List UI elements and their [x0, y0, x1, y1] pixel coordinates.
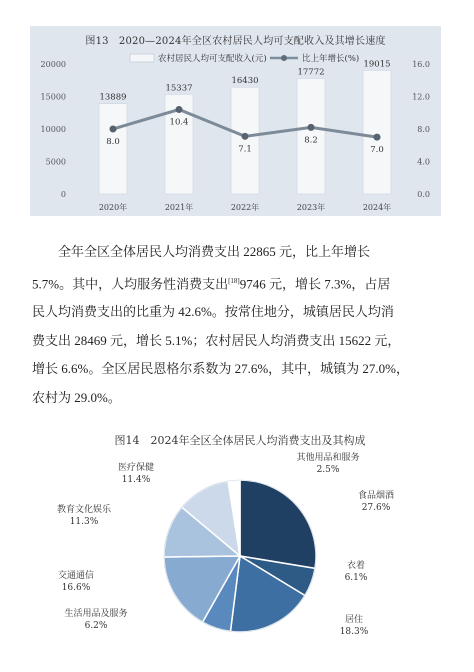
pie-label-name: 衣着	[346, 561, 365, 571]
growth-label: 8.2	[304, 135, 318, 146]
para-line: 全年全区全体居民人均消费支出 22865 元，比上年增长	[58, 244, 371, 259]
growth-point	[374, 134, 381, 141]
pie-label-value: 27.6%	[361, 503, 391, 513]
pie-slice	[240, 480, 316, 568]
pie-label	[34, 504, 134, 528]
growth-label: 10.4	[169, 117, 189, 128]
pie-label-name: 食品烟酒	[357, 491, 394, 501]
pie-label-name: 医疗保健	[117, 463, 154, 473]
para-line: 民人均消费支出的比重为 42.6%。按常住地分，城镇居民人均消	[32, 304, 394, 320]
left-axis-tick: 10000	[40, 125, 66, 134]
income-chart	[30, 26, 441, 216]
left-axis-tick: 15000	[40, 92, 66, 102]
pie-label	[326, 490, 426, 514]
income-bar	[231, 87, 259, 194]
left-axis-tick: 0	[60, 190, 66, 199]
category-label: 2021年	[164, 203, 194, 212]
right-axis-tick: 12.0	[412, 92, 430, 102]
pie-label-value: 6.1%	[344, 573, 368, 583]
para-line: 农村为 29.0%。	[32, 389, 121, 405]
footnote-mark[interactable]: [18]	[228, 276, 240, 285]
income-bar	[363, 70, 391, 194]
right-axis-tick: 16.0	[412, 60, 430, 69]
growth-label: 7.0	[370, 145, 384, 156]
income-bar-label: 13889	[99, 92, 127, 103]
right-axis-tick: 4.0	[417, 157, 430, 167]
right-axis-tick: 0.0	[417, 190, 430, 199]
pie-label-name: 交通通信	[57, 571, 94, 581]
income-bar-label: 16430	[231, 76, 259, 87]
income-bar	[99, 104, 127, 194]
pie-chart-title: 图14 2024年全区全体居民人均消费支出及其构成	[114, 434, 366, 447]
pie-label-name: 生活用品及服务	[64, 609, 128, 619]
pie-label-value: 16.6%	[61, 583, 91, 593]
para-line: 增长 6.6%。全区居民恩格尔系数为 27.6%，其中，城镇为 27.0%，	[32, 361, 409, 377]
pie-label	[86, 462, 186, 486]
legend-bar-swatch	[130, 54, 154, 62]
pie-label	[304, 614, 404, 638]
left-axis-tick: 20000	[40, 60, 66, 69]
legend-line-marker	[281, 55, 287, 61]
growth-label: 8.0	[106, 137, 120, 147]
pie-label-value: 18.3%	[339, 627, 369, 637]
pie-label-value: 11.4%	[121, 475, 151, 485]
pie-label	[26, 570, 126, 594]
left-axis-tick: 5000	[45, 157, 66, 167]
growth-label: 7.1	[238, 144, 252, 155]
income-bar-label: 19015	[363, 59, 391, 70]
para-segment: 9746 元，增长 7.3%，占居	[239, 275, 391, 291]
pie-label	[306, 560, 406, 584]
growth-point	[110, 126, 117, 133]
legend-bar-label: 农村居民人均可支配收入(元)	[158, 54, 267, 64]
para-line: 费支出 28469 元，增长 5.1%；农村居民人均消费支出 15622 元，	[32, 332, 401, 348]
category-label: 2024年	[362, 203, 392, 212]
category-label: 2020年	[98, 203, 128, 212]
growth-point	[308, 124, 315, 131]
growth-point	[176, 106, 183, 113]
pie-label-value: 6.2%	[84, 621, 108, 631]
pie-label	[278, 452, 378, 476]
pie-label	[46, 608, 146, 632]
para-line	[32, 267, 444, 299]
para-segment: 5.7%。其中，人均服务性消费支出	[32, 275, 229, 291]
income-chart-title: 图13 2020—2024年全区农村居民人均可支配收入及其增长速度	[85, 36, 386, 47]
income-bar-label: 17772	[297, 67, 325, 78]
consumption-paragraph	[32, 238, 444, 412]
income-chart-svg	[30, 26, 441, 216]
legend-line-label: 比上年增长(%)	[302, 54, 360, 64]
growth-point	[242, 133, 249, 140]
pie-label-value: 2.5%	[316, 465, 340, 475]
category-label: 2022年	[230, 203, 260, 212]
pie-label-value: 11.3%	[69, 517, 99, 527]
pie-label-name: 其他用品和服务	[296, 453, 360, 463]
category-label: 2023年	[296, 203, 326, 212]
pie-label-name: 教育文化娱乐	[56, 505, 111, 515]
consumption-pie-chart	[40, 428, 440, 668]
pie-label-name: 居住	[344, 615, 363, 625]
income-bar-label: 15337	[165, 83, 193, 94]
right-axis-tick: 8.0	[417, 125, 430, 134]
